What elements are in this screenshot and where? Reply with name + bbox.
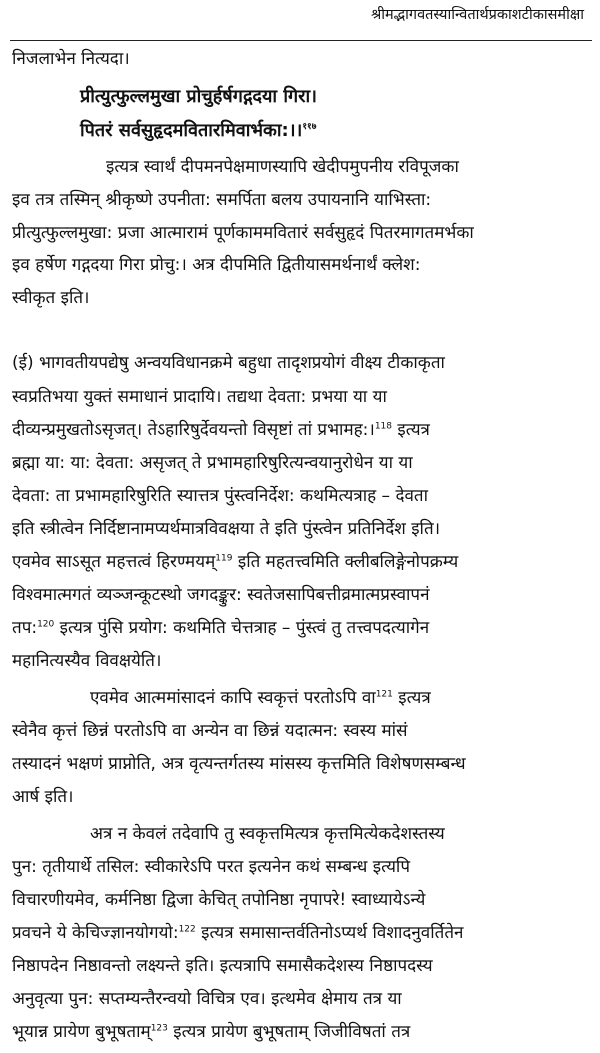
footnote-ref: 121 — [375, 689, 393, 700]
text-line — [12, 516, 440, 539]
line-text: इव हर्षेण गद्गदया गिरा प्रोचु:। अत्र दीपमिति द्वितीयासमर्थनार्थं क्लेश: — [12, 255, 421, 275]
text-line — [12, 350, 445, 373]
text-line — [12, 953, 433, 976]
line-text-continued: इत्यत्र समासान्तर्वतिनोऽप्यर्थ विशादनुवर्तितेन — [195, 923, 464, 943]
line-text: अत्र न केवलं तदेवापि तु स्वकृत्तमित्यत्र कृत्तमित्येकदेशस्तस्य — [90, 824, 445, 844]
text-line — [12, 1019, 410, 1042]
line-text: तस्यादनं भक्षणं प्राप्नोति, अत्र वृत्यन्तर्गतस्य मांसस्य कृत्तमिति विशेषणसम्बन्ध — [12, 754, 466, 774]
line-text: स्वप्रतिभया युक्तं समाधानं प्रादायि। तद्यथा देवता: प्रभया या या — [12, 387, 387, 407]
text-line — [12, 384, 387, 407]
text-line — [90, 821, 445, 844]
line-text: पितरं सर्वसुहृदमवितारमिवार्भका:।। — [80, 120, 303, 141]
text-line — [12, 483, 428, 506]
line-text: प्रवचने ये केचिज्ज्ञानयोगयो: — [12, 923, 179, 943]
verse-line — [80, 84, 317, 108]
line-text-continued: इति महतत्त्वमिति क्लीबलिङ्गेनोपक्रम्य — [232, 552, 459, 572]
line-text-continued: इत्यत्र — [392, 688, 431, 708]
text-line — [12, 920, 463, 943]
text-line — [12, 450, 413, 473]
line-text: स्वीकृत इति। — [12, 288, 90, 308]
text-line — [12, 417, 430, 440]
line-text: महानित्यस्यैव विवक्षयेति। — [12, 651, 162, 671]
text-line — [12, 187, 431, 210]
header-rule — [10, 40, 592, 41]
text-line — [90, 685, 431, 708]
line-text-continued: इत्यत्र पुंसि प्रयोग: कथमिति चेत्तत्राह – पुंस्त्वं तु तत्त्वपदत्यागेन — [54, 618, 430, 638]
line-text: (ई) भागवतीयपद्येषु अन्वयविधानक्रमे बहुधा तादृशप्रयोगं वीक्ष्य टीकाकृता — [12, 353, 445, 373]
line-text: प्रीत्युत्फुल्लमुखा प्रोचुर्हर्षगद्गदया गिरा। — [80, 86, 317, 107]
text-line — [12, 615, 429, 638]
line-text-continued: इत्यत्र — [392, 420, 430, 440]
line-text: ब्रह्मा या: या: देवता: असृजत् ते प्रभामहारिषुरित्यन्वयानुरोधेन या या — [12, 453, 413, 473]
text-line — [12, 285, 90, 308]
footnote-ref: 123 — [150, 1023, 168, 1034]
text-line — [12, 986, 402, 1009]
text-line — [12, 46, 130, 69]
line-text: एवमेव साऽसूत महत्तत्वं हिरण्मयम् — [12, 552, 216, 572]
footnote-ref: 118 — [374, 421, 393, 432]
line-text-continued: इत्यत्र प्रायेण बुभूषताम् जिजीविषतां तत्र — [167, 1022, 411, 1042]
line-text: प्रीत्युत्फुल्लमुखा: प्रजा आत्मारामं पूर्णकाममवितारं सर्वसुहृदं पितरमागतमर्भका — [12, 223, 474, 243]
line-text: भूयान्न प्रायेण बुभूषताम् — [12, 1022, 151, 1042]
line-text: विचारणीयमेव, कर्मनिष्ठा द्विजा केचित् तपोनिष्ठा नृपापरे! स्वाध्यायेऽन्ये — [12, 890, 426, 910]
line-text: पुन: तृतीयार्थे तसिल: स्वीकारेऽपि परत इत्यनेन कथं सम्बन्ध इत्यपि — [12, 857, 410, 877]
text-line — [12, 854, 410, 877]
text-line — [12, 220, 474, 243]
text-line — [12, 751, 466, 774]
line-text: निजलाभेन नित्यदा। — [12, 49, 130, 69]
text-line — [12, 784, 74, 807]
line-text: इत्यत्र स्वार्थं दीपमनपेक्षमाणस्यापि खेदीपमुपनीय रविपूजका — [106, 157, 459, 177]
text-line — [12, 549, 458, 572]
running-head: श्रीमद्भागवतस्यान्वितार्थप्रकाशटीकासमीक्षा — [371, 7, 584, 23]
line-text: एवमेव आत्ममांसादनं कापि स्वकृत्तं परतोऽपि वा — [90, 688, 376, 708]
line-text: इति स्त्रीत्वेन निर्दिष्टानामप्यर्थमात्रविवक्षया ते इति पुंस्त्वेन प्रतिनिर्देश इति। — [12, 519, 441, 539]
footnote-ref: 122 — [178, 924, 196, 935]
line-text: अनुवृत्या पुन: सप्तम्यन्तैरन्वयो विचित्र एव। इत्थमेव क्षेमाय तत्र या — [12, 989, 402, 1009]
footnote-ref: 119 — [215, 553, 233, 564]
line-text: स्वेनैव कृत्तं छिन्नं परतोऽपि वा अन्येन वा छिन्नं यदात्मन: स्वस्य मांसं — [12, 721, 408, 741]
line-text: निष्ठापदेन निष्ठावन्तो लक्ष्यन्ते इति। इत्यत्रापि समासैकदेशस्य निष्ठापदस्य — [12, 956, 433, 976]
text-line — [12, 718, 408, 741]
text-line — [12, 252, 420, 275]
text-line — [106, 154, 459, 177]
line-text: दीव्यन्प्रमुखतोऽसृजत्। तेऽहारिषुर्देवयन्तो विसृष्टां तां प्रभामह:। — [12, 420, 375, 440]
verse-line — [80, 118, 316, 142]
line-text: आर्ष इति। — [12, 787, 74, 807]
line-text: तप: — [12, 618, 38, 638]
text-line — [12, 582, 430, 605]
text-line — [12, 648, 161, 671]
line-text: देवता: ता प्रभामहारिषुरिति स्यात्तत्र पुंस्त्वनिर्देश: कथमित्यत्राह – देवता — [12, 486, 429, 506]
footnote-ref: 120 — [37, 619, 55, 630]
line-text: इव तत्र तस्मिन् श्रीकृष्णे उपनीता: समर्पिता बलय उपायनानि याभिस्ता: — [12, 190, 432, 210]
footnote-ref: ११७ — [302, 122, 317, 132]
text-line — [12, 887, 425, 910]
line-text: विश्वमात्मगतं व्यञ्जन्कूटस्थो जगदङ्कुर: स्वतेजसापिबत्तीव्रमात्मप्रस्वापनं — [12, 585, 430, 605]
